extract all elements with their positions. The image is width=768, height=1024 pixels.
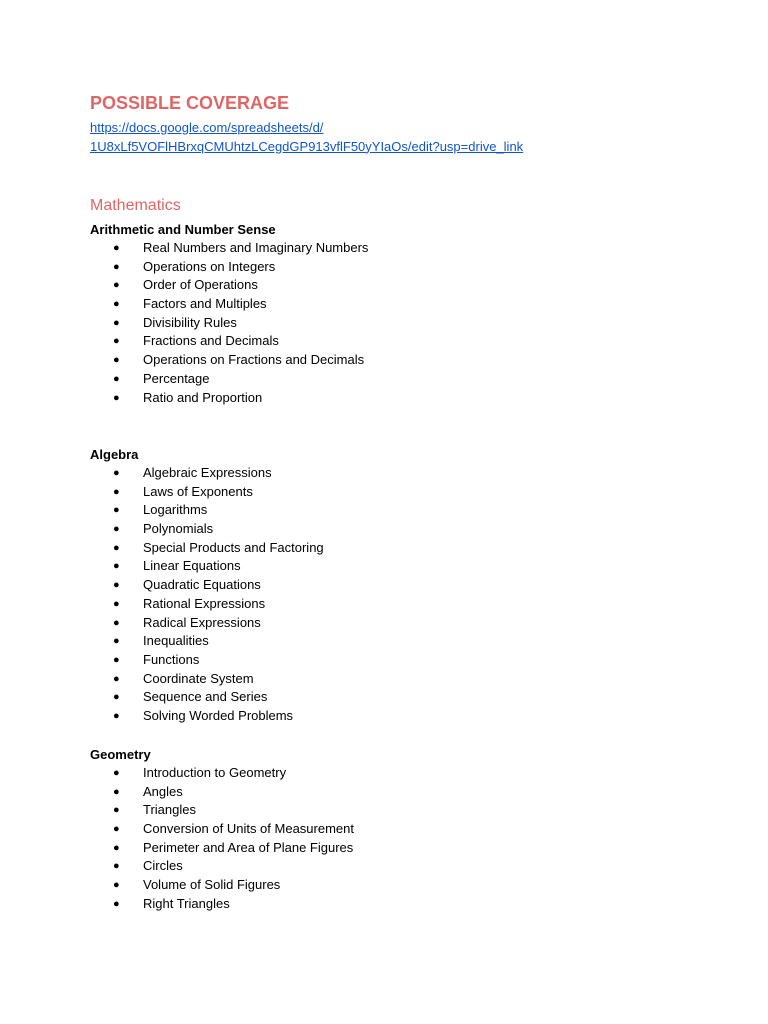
list-item-label: Fractions and Decimals [143,333,279,349]
list-item-label: Triangles [143,802,196,818]
bullet-icon: ● [113,242,120,254]
bullet-icon: ● [113,635,120,648]
bullet-icon: ● [113,841,120,854]
bullet-icon: ● [113,541,120,554]
list-item-label: Special Products and Factoring [143,539,324,555]
section-heading-arithmetic: Arithmetic and Number Sense [90,222,276,237]
bullet-icon: ● [113,897,120,910]
bullet-icon: ● [113,672,120,685]
section-heading-geometry: Geometry [90,747,151,762]
list-item-label: Real Numbers and Imaginary Numbers [143,240,369,255]
bullet-icon: ● [113,691,120,704]
spreadsheet-link-line-2[interactable]: 1U8xLf5VOFlHBrxqCMUhtzLCegdGP913vflF50yYIaOs/edit?usp=drive_link [90,138,524,154]
list-item-label: Operations on Integers [143,258,276,274]
bullet-icon: ● [113,597,120,610]
bullet-icon: ● [113,804,120,817]
list-item-label: Logarithms [143,502,208,518]
list-item-label: Conversion of Units of Measurement [143,821,354,837]
bullet-icon: ● [113,354,120,367]
bullet-icon: ● [113,260,120,273]
list-item-label: Linear Equations [143,558,241,574]
list-item-label: Introduction to Geometry [143,765,287,780]
list-item-label: Coordinate System [143,670,254,686]
bullet-icon: ● [113,485,120,498]
bullet-icon: ● [113,298,120,311]
bullet-icon: ● [113,316,120,329]
list-item-label: Operations on Fractions and Decimals [143,352,365,368]
bullet-icon: ● [113,879,120,892]
list-item-label: Perimeter and Area of Plane Figures [143,839,354,855]
bullet-icon: ● [113,523,120,536]
subject-heading: Mathematics [90,197,181,214]
bullet-icon: ● [113,504,120,517]
list-item-label: Solving Worded Problems [143,707,294,723]
list-item-label: Volume of Solid Figures [143,877,281,893]
bullet-icon: ● [113,823,120,836]
bullet-icon: ● [113,785,120,798]
bullet-icon: ● [113,560,120,573]
list-item-label: Rational Expressions [143,595,266,611]
bullet-icon: ● [113,709,120,722]
list-item-label: Circles [143,858,183,874]
list-item-label: Algebraic Expressions [143,465,272,480]
bullet-icon: ● [113,579,120,592]
bullet-icon: ● [113,467,120,479]
list-item-label: Percentage [143,370,210,386]
list-item-label: Polynomials [143,521,214,537]
bullet-icon: ● [113,335,120,348]
list-item-label: Quadratic Equations [143,577,261,593]
bullet-icon: ● [113,653,120,666]
list-item-label: Sequence and Series [143,689,268,705]
list-item-label: Ratio and Proportion [143,389,263,405]
list-item-label: Laws of Exponents [143,483,253,499]
list-item-label: Right Triangles [143,895,230,911]
list-item-label: Angles [143,783,183,799]
document-title: POSSIBLE COVERAGE [90,93,290,113]
spreadsheet-link-line-1[interactable]: https://docs.google.com/spreadsheets/d/ [90,120,324,135]
list-item-label: Inequalities [143,633,209,649]
spreadsheet-link[interactable] [90,119,523,156]
list-item-label: Order of Operations [143,277,258,293]
bullet-icon: ● [113,372,120,385]
list-item-label: Radical Expressions [143,614,261,630]
list-item-label: Functions [143,651,200,667]
bullet-icon: ● [113,767,120,779]
list-item-label: Divisibility Rules [143,314,237,330]
section-heading-algebra: Algebra [90,447,139,462]
bullet-icon: ● [113,391,120,404]
bullet-icon: ● [113,616,120,629]
bullet-icon: ● [113,279,120,292]
bullet-icon: ● [113,860,120,873]
list-item-label: Factors and Multiples [143,296,267,312]
